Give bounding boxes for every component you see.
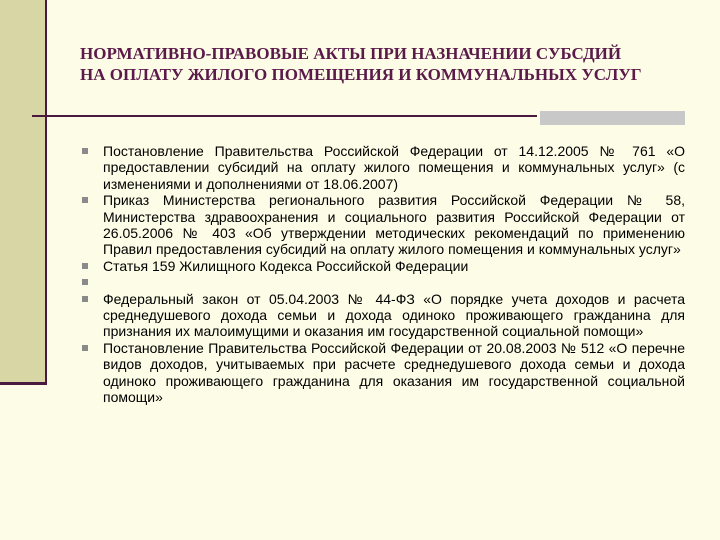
slide-title bbox=[80, 43, 700, 85]
square-bullet-icon bbox=[82, 279, 88, 285]
bullet-text: Приказ Министерства регионального развития Российской Федерации № 58, Министерства здравоохранения и социального развития Российской Федерации от 26.05.2006 № 403 «Об утверждении методических рекомендаций по применению Правил предоставления субсидий на оплату жилого помещения и коммунальных услуг» bbox=[103, 192, 685, 258]
bullet-text: Постановление Правительства Российской Федерации от 14.12.2005 № 761 «О предоставлении субсидий на оплату жилого помещения и коммунальных услуг» (с изменениями и дополнениями от 18.06.2007) bbox=[103, 143, 685, 192]
bullet-item bbox=[80, 192, 685, 258]
square-bullet-icon bbox=[82, 296, 88, 302]
bullet-item-empty bbox=[80, 274, 685, 290]
title-divider bbox=[32, 115, 537, 117]
decorative-side-bar bbox=[0, 0, 45, 382]
bullet-item bbox=[80, 258, 685, 274]
bullet-text: Федеральный закон от 05.04.2003 № 44-ФЗ «О порядке учета доходов и расчета среднедушевого дохода семьи и дохода одиноко проживающего гражданина для признания их малоимущими и оказания им государственной социальной помощи» bbox=[103, 290, 685, 340]
bullet-list bbox=[80, 143, 685, 405]
slide-title-line-2: НА ОПЛАТУ ЖИЛОГО ПОМЕЩЕНИЯ И КОММУНАЛЬНЫХ УСЛУГ bbox=[80, 65, 642, 84]
square-bullet-icon bbox=[82, 197, 88, 203]
slide-title-line-1: НОРМАТИВНО-ПРАВОВЫЕ АКТЫ ПРИ НАЗНАЧЕНИИ СУБСДИЙ bbox=[80, 44, 622, 63]
bullet-item bbox=[80, 143, 685, 192]
bullet-item bbox=[80, 340, 685, 406]
bullet-item bbox=[80, 291, 685, 340]
square-bullet-icon bbox=[82, 263, 88, 269]
bullet-text: Постановление Правительства Российской Федерации от 20.08.2003 № 512 «О перечне видов доходов, учитываемых при расчете среднедушевого дохода семьи и дохода одиноко проживающего гражданина для оказания им государственной социальной помощи» bbox=[103, 339, 685, 406]
square-bullet-icon bbox=[82, 148, 88, 154]
side-bar-stripe bbox=[45, 0, 47, 385]
square-bullet-icon bbox=[82, 345, 88, 351]
side-bar-rule bbox=[0, 382, 47, 385]
bullet-text: Статья 159 Жилищного Кодекса Российской Федерации bbox=[103, 257, 469, 274]
title-divider-block bbox=[540, 111, 685, 125]
